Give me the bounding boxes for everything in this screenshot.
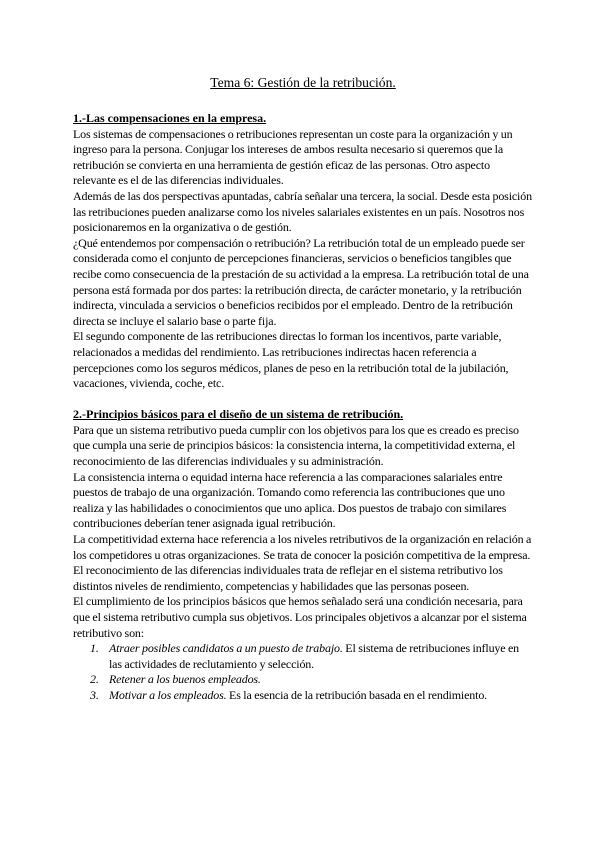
paragraph: El reconocimiento de las diferencias individuales trata de reflejar en el sistema retributivo los distintos niveles de rendimiento, competencias y habilidades que las personas poseen.: [73, 563, 503, 593]
section-heading: 1.-Las compensaciones en la empresa.: [73, 111, 267, 125]
list-item-rest: El sistema de retribuciones influye en las actividades de reclutamiento y selección.: [109, 641, 520, 671]
paragraph: ¿Qué entendemos por compensación o retribución? La retribución total de un empleado puede ser considerada como el conjunto de percepciones financieras, servicios o beneficios tangibles que recibe como consecuencia de la prestación de su actividad a la empresa. La retribución total de una persona está formada por dos partes: la retribución directa, de carácter monetario, y la retribución indirecta, vinculada a servicios o beneficios recibidos por el empleado. Dentro de la retribución directa se incluye el salario base o parte fija.: [73, 235, 529, 328]
list-item-number: 1.: [90, 641, 99, 656]
list-item: [90, 641, 533, 672]
paragraph: La consistencia interna o equidad interna hace referencia a las comparaciones salariales entre puestos de trabajo de una organización. Tomando como referencia las contribuciones que uno realiza y las habilidades o conocimientos que uno aplica. Dos puestos de trabajo con similares contribuciones deberían tener asignada igual retribución.: [73, 469, 507, 531]
list-item: [90, 688, 533, 704]
list-item: [90, 672, 533, 688]
list-item-number: 3.: [90, 687, 99, 702]
paragraph: Para que un sistema retributivo pueda cumplir con los objetivos para los que es creado es preciso que cumpla una serie de principios básicos: la consistencia interna, la competitividad externa, el reconocimiento de las diferencias individuales y su administración.: [73, 422, 519, 469]
document-title: Tema 6: Gestión de la retribución.: [210, 75, 396, 90]
section-compensaciones: [73, 111, 533, 392]
section-gap: [73, 392, 533, 408]
paragraph: Además de las dos perspectivas apuntadas, cabría señalar una tercera, la social. Desde esta posición las retribuciones pueden analizarse como los niveles salariales existentes en un país. Nosotros nos posicionaremos en la organizativa o de gestión.: [73, 188, 532, 235]
paragraph: El segundo componente de las retribuciones directas lo forman los incentivos, parte variable, relacionados a medidas del rendimiento. Las retribuciones indirectas hacen referencia a percepciones como los seguros médicos, planes de peso en la retribución total de la jubilación, vacaciones, vivienda, coche, etc.: [73, 329, 509, 391]
list-item-lead: Motivar a los empleados.: [109, 687, 227, 702]
document-page: [73, 75, 533, 704]
paragraph: La competitividad externa hace referencia a los niveles retributivos de la organización en relación a los competidores u otras organizaciones. Se trata de conocer la posición competitiva de la empresa.: [73, 532, 532, 562]
list-item-lead: Atraer posibles candidatos a un puesto de trabajo.: [109, 641, 343, 656]
section-principios: [73, 407, 533, 703]
section-heading: 2.-Principios básicos para el diseño de un sistema de retribución.: [73, 407, 404, 422]
list-item-lead: Retener a los buenos empleados.: [109, 672, 261, 687]
list-item-rest: Es la esencia de la retribución basada en el rendimiento.: [226, 687, 488, 702]
list-item-text: [109, 641, 533, 672]
objectives-list: [73, 641, 533, 703]
list-item-text: [109, 672, 533, 688]
list-item-text: [109, 688, 533, 704]
paragraph: Los sistemas de compensaciones o retribuciones representan un coste para la organización y un ingreso para la persona. Conjugar los intereses de ambos resulta necesario si queremos que la retribución se convierta en una herramienta de gestión eficaz de las personas. Otro aspecto relevante es el de las diferencias individuales.: [73, 126, 513, 188]
paragraph: El cumplimiento de los principios básicos que hemos señalado será una condición necesaria, para que el sistema retributivo cumpla sus objetivos. Los principales objetivos a alcanzar por el sistema retributivo son:: [73, 594, 527, 640]
list-item-number: 2.: [90, 672, 99, 687]
